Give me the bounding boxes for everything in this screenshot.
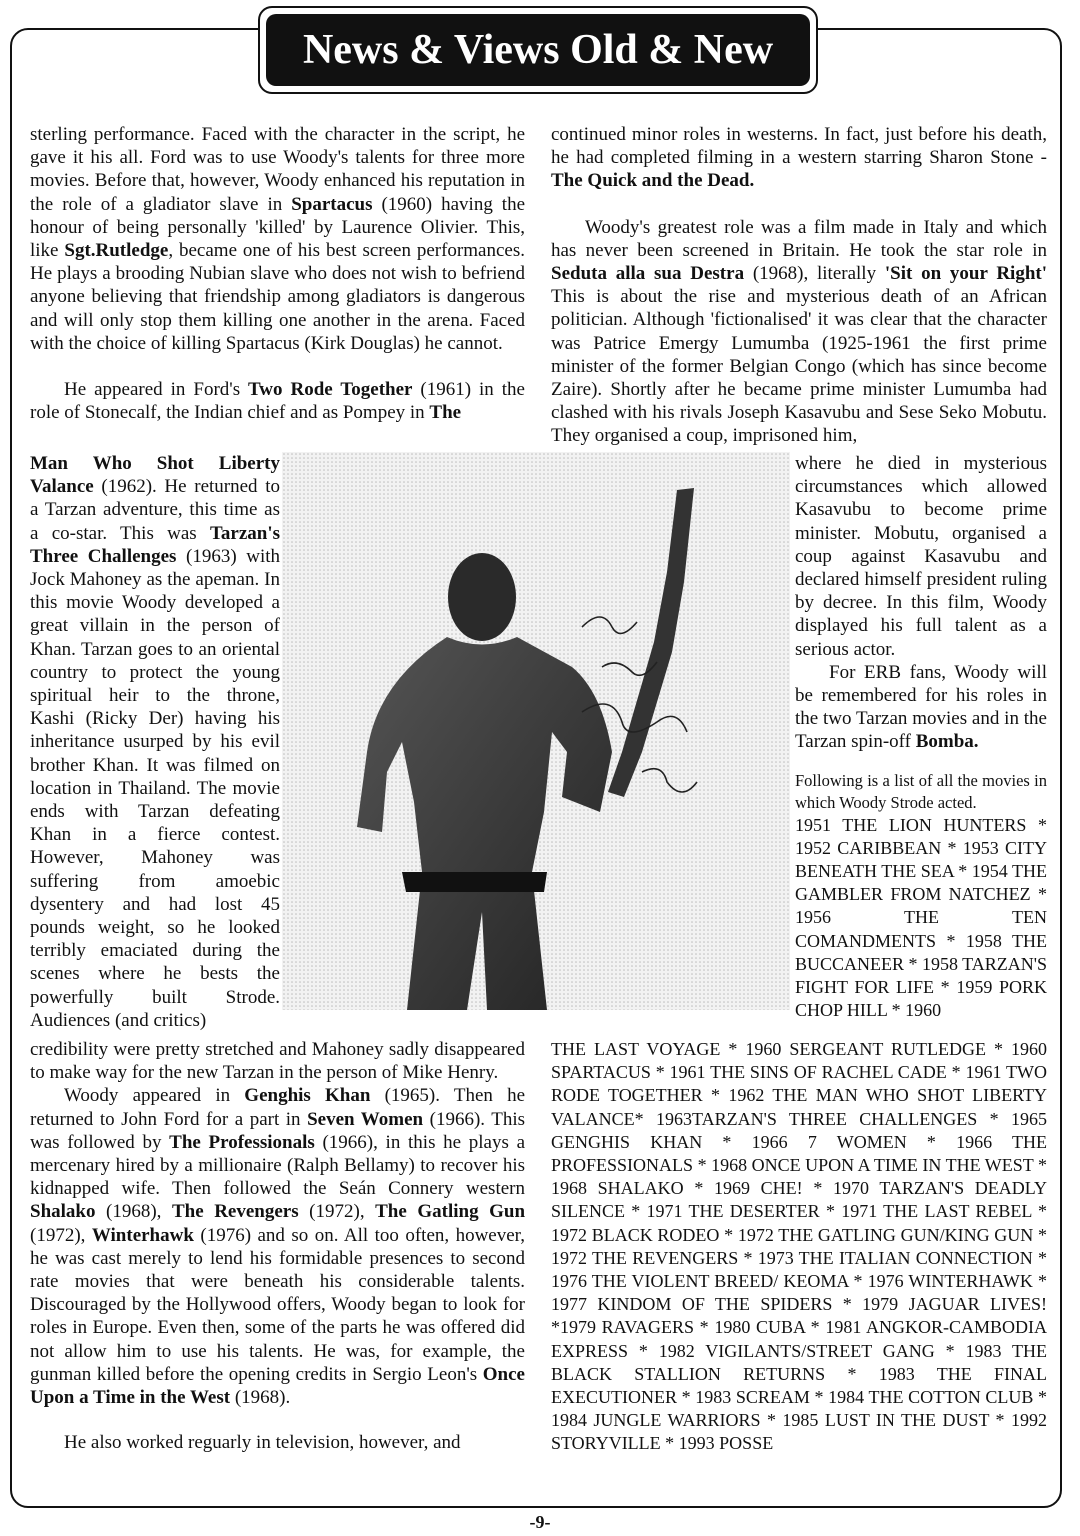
page-number: -9- <box>529 1512 551 1532</box>
photo <box>282 452 790 1010</box>
page-title: News & Views Old & New <box>266 14 810 86</box>
paragraph: Woody's greatest role was a film made in Italy and which has never been screened in Britain. He took the star role in Seduta alla sua Destra (1968), literally 'Sit on your Right' This is about the rise and mysterious death of an African politician. Although 'fictionalised' it was clear that the character was Patrice Emergy Lumumba (1925-1961 the first prime minister of the former Belgian Congo (which has since become Zaire). Shortly after he became prime minister Lumumba had clashed with his rivals Joseph Kasavubu and Sese Seko Mobutu. They organised a coup, imprisoned him, <box>551 216 1047 447</box>
movie-list-continued: THE LAST VOYAGE * 1960 SERGEANT RUTLEDGE * 1960 SPARTACUS * 1961 THE SINS OF RACHEL CADE * 1961 TWO RODE TOGETHER * 1962 THE MAN WHO SHOT LIBERTY VALANCE* 1963TARZAN'S THREE CHALLENGES * 1965 GENGHIS KHAN * 1966 7 WOMEN * 1966 THE PROFESSIONALS * 1968 ONCE UPON A TIME IN THE WEST * 1968 SHALAKO * 1969 CHE! * 1970 TARZAN'S DEADLY SILENCE * 1971 THE DESERTER * 1971 THE LAST REBEL * 1972 BLACK RODEO * 1972 THE GATLING GUN/KING GUN * 1972 THE REVENGERS * 1973 THE ITALIAN CONNECTION * 1976 THE VIOLENT BREED/ KEOMA * 1976 WINTERHAWK * 1977 KINDOM OF THE SPIDERS * 1979 JAGUAR LIVES! *1979 RAVAGERS * 1980 CUBA * 1981 ANGKOR-CAMBODIA EXPRESS * 1982 VIGILANTS/STREET GANG * 1983 THE BLACK STALLION RETURNS * 1983 THE FINAL EXECUTIONER * 1983 SCREAM * 1984 THE COTTON CLUB * 1984 JUNGLE WARRIORS * 1985 LUST IN THE DUST * 1992 STORYVILLE * 1993 POSSE <box>551 1039 1047 1454</box>
paragraph: sterling performance. Faced with the character in the script, he gave it his all. Ford was to use Woody's talents for three more movies. Before that, however, Woody enhanced his reputation in the role of a gladiator slave in Spartacus (1960) having the honour of being personally 'killed' by Laurence Olivier. This, like Sgt.Rutledge, became one of his best screen performances. He plays a brooding Nubian slave who does not wish to befriend anyone believing that friendship among gladiators is dangerous and will only stop them killing one another in the arena. Faced with the choice of killing Spartacus (Kirk Douglas) he cannot. <box>30 124 526 354</box>
movie-list: 1951 THE LION HUNTERS * 1952 CARIBBEAN * 1953 CITY BENEATH THE SEA * 1954 THE GAMBLER FROM NATCHEZ * 1956 THE TEN COMANDMENTS * 1958 THE BUCCANEER * 1958 TARZAN'S FIGHT FOR LIFE * 1959 PORK CHOP HILL * 1960 <box>795 814 1047 1021</box>
right-column-top <box>551 123 1047 448</box>
paragraph: where he died in mysterious circumstances which allowed Kasavubu to become prime minister. Mobutu, organised a coup against Kasavubu and declared himself president ruling by decree. In this film, Woody displayed his full talent as a serious actor. <box>795 453 1047 660</box>
paragraph: He appeared in Ford's Two Rode Together (1961) in the role of Stonecalf, the Indian chief and as Pompey in The <box>30 379 525 424</box>
belt-shape <box>402 872 547 892</box>
paragraph: continued minor roles in westerns. In fact, just before his death, he had completed filming in a western starring Sharon Stone - The Quick and the Dead. <box>551 124 1047 192</box>
list-intro: Following is a list of all the movies in which Woody Strode acted. <box>795 770 1047 812</box>
head-shape <box>448 553 516 641</box>
right-column-wrap <box>795 452 1047 1022</box>
paragraph: For ERB fans, Woody will be remembered for his roles in the two Tarzan movies and in the Tarzan spin-off Bomba. <box>795 661 1047 753</box>
paragraph: credibility were pretty stretched and Mahoney sadly disappeared to make way for the new Tarzan in the person of Mike Henry. <box>30 1039 525 1084</box>
left-column-wrap: Man Who Shot Liberty Valance (1962). He returned to a Tarzan adventure, this time as a co-star. This was Tarzan's Three Challenges (1963) with Jock Mahoney as the apeman. In this movie Woody developed a great villain in the person of Khan. Tarzan goes to an oriental country to protect the young spiritual heir to the throne, Kashi (Ricky Der) having his inheritance usurped by his evil brother Khan. It was filmed on location in Thailand. The movie ends with Tarzan defeating Khan in a fierce contest. However, Mahoney was suffering from amoebic dysentery and had lost 45 pounds weight, so he looked terribly emaciated during the scenes where he bests the powerfully built Strode. Audiences (and critics) <box>30 453 280 1031</box>
left-column-bottom <box>30 1038 525 1454</box>
paragraph: Woody appeared in Genghis Khan (1965). Then he returned to John Ford for a part in Seven Women (1966). This was followed by The Professionals (1966), in this he plays a mercenary hired by a millionaire (Ralph Bellamy) to recover his kidnapped wife. Then followed the Seán Connery western Shalako (1968), The Revengers (1972), The Gatling Gun (1972), Winterhawk (1976) and so on. All too often, however, he was cast merely to lend his formidable presences to second rate movies that were beneath his considerable talents. Discouraged by the Hollywood offers, Woody began to look for roles in Europe. Even then, some of the parts he was offered did not allow him to use his talents. He was, for example, the gunman killed before the opening credits in Sergio Leon's Once Upon a Time in the West (1968). <box>30 1085 526 1409</box>
left-column-top <box>30 123 525 424</box>
paragraph: He also worked reguarly in television, however, and <box>64 1432 461 1454</box>
